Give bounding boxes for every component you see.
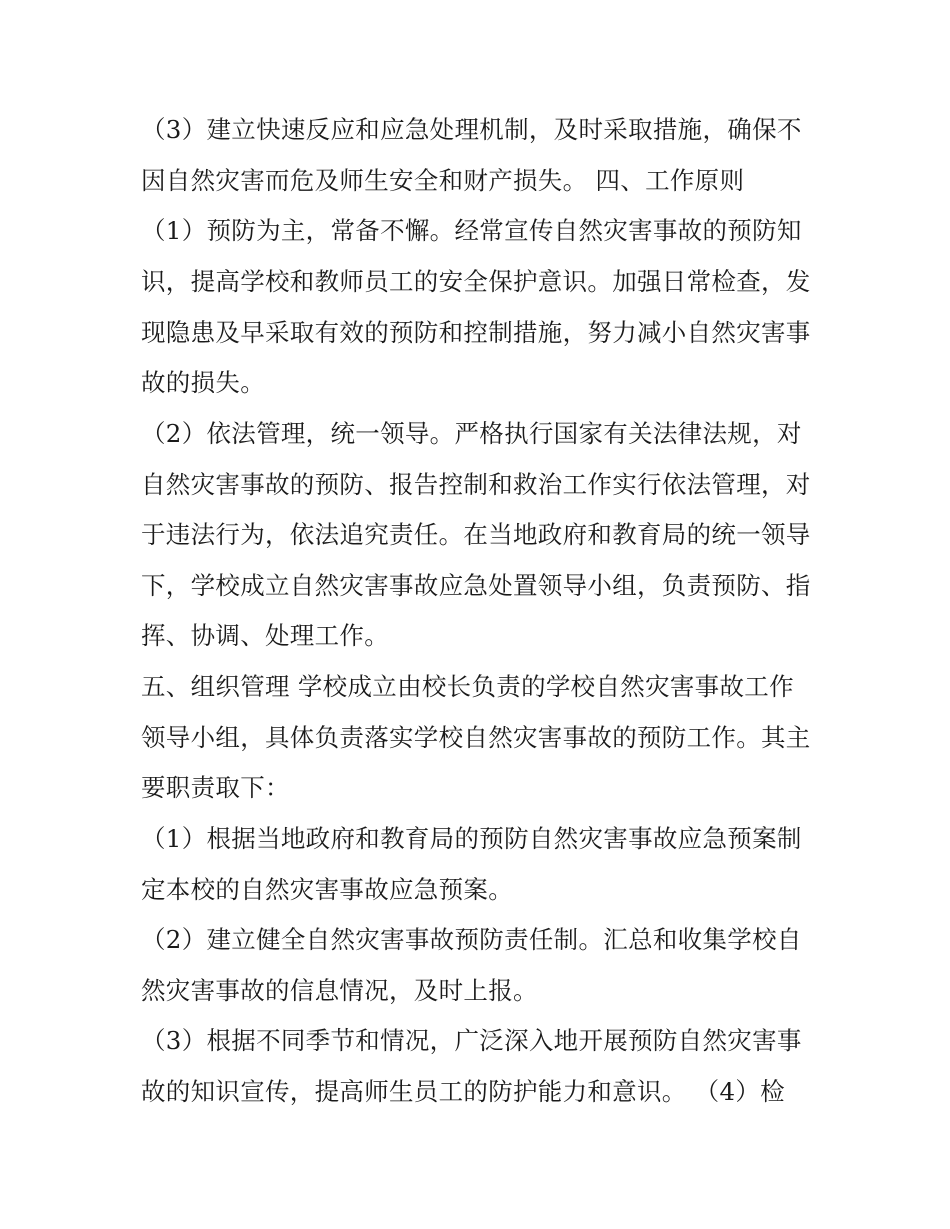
text-line: 故的知识宣传，提高师生员工的防护能力和意识。 （4）检 (141, 1077, 785, 1106)
text-line: 领导小组，具体负责落实学校自然灾害事故的预防工作。其主 (141, 723, 811, 752)
text-line: 于违法行为，依法追究责任。在当地政府和教育局的统一领导 (141, 520, 811, 549)
text-line: 下，学校成立自然灾害事故应急处置领导小组，负责预防、指 (141, 571, 811, 600)
text-line: 定本校的自然灾害事故应急预案。 (141, 875, 513, 904)
text-line: 因自然灾害而危及师生安全和财产损失。 四、工作原则 (141, 166, 745, 195)
text-line: （1）根据当地政府和教育局的预防自然灾害事故应急预案制 (141, 824, 802, 853)
text-line: 然灾害事故的信息情况，及时上报。 (141, 976, 538, 1005)
text-line: 现隐患及早采取有效的预防和控制措施，努力减小自然灾害事 (141, 318, 811, 347)
text-line: 自然灾害事故的预防、报告控制和救治工作实行依法管理，对 (141, 470, 811, 499)
text-line: （1）预防为主，常备不懈。经常宣传自然灾害事故的预防知 (141, 216, 802, 245)
text-line: 挥、协调、处理工作。 (141, 621, 389, 650)
text-line: （2）建立健全自然灾害事故预防责任制。汇总和收集学校自 (141, 925, 802, 954)
text-line: 要职责取下： (141, 773, 290, 802)
text-line: 五、组织管理 学校成立由校长负责的学校自然灾害事故工作 (141, 672, 794, 701)
text-line: （2）依法管理，统一领导。严格执行国家有关法律法规，对 (141, 419, 802, 448)
text-line: 故的损失。 (141, 368, 265, 397)
text-line: 识，提高学校和教师员工的安全保护意识。加强日常检查，发 (141, 267, 811, 296)
text-line: （3）根据不同季节和情况，广泛深入地开展预防自然灾害事 (141, 1026, 802, 1055)
text-line: （3）建立快速反应和应急处理机制，及时采取措施，确保不 (141, 115, 802, 144)
